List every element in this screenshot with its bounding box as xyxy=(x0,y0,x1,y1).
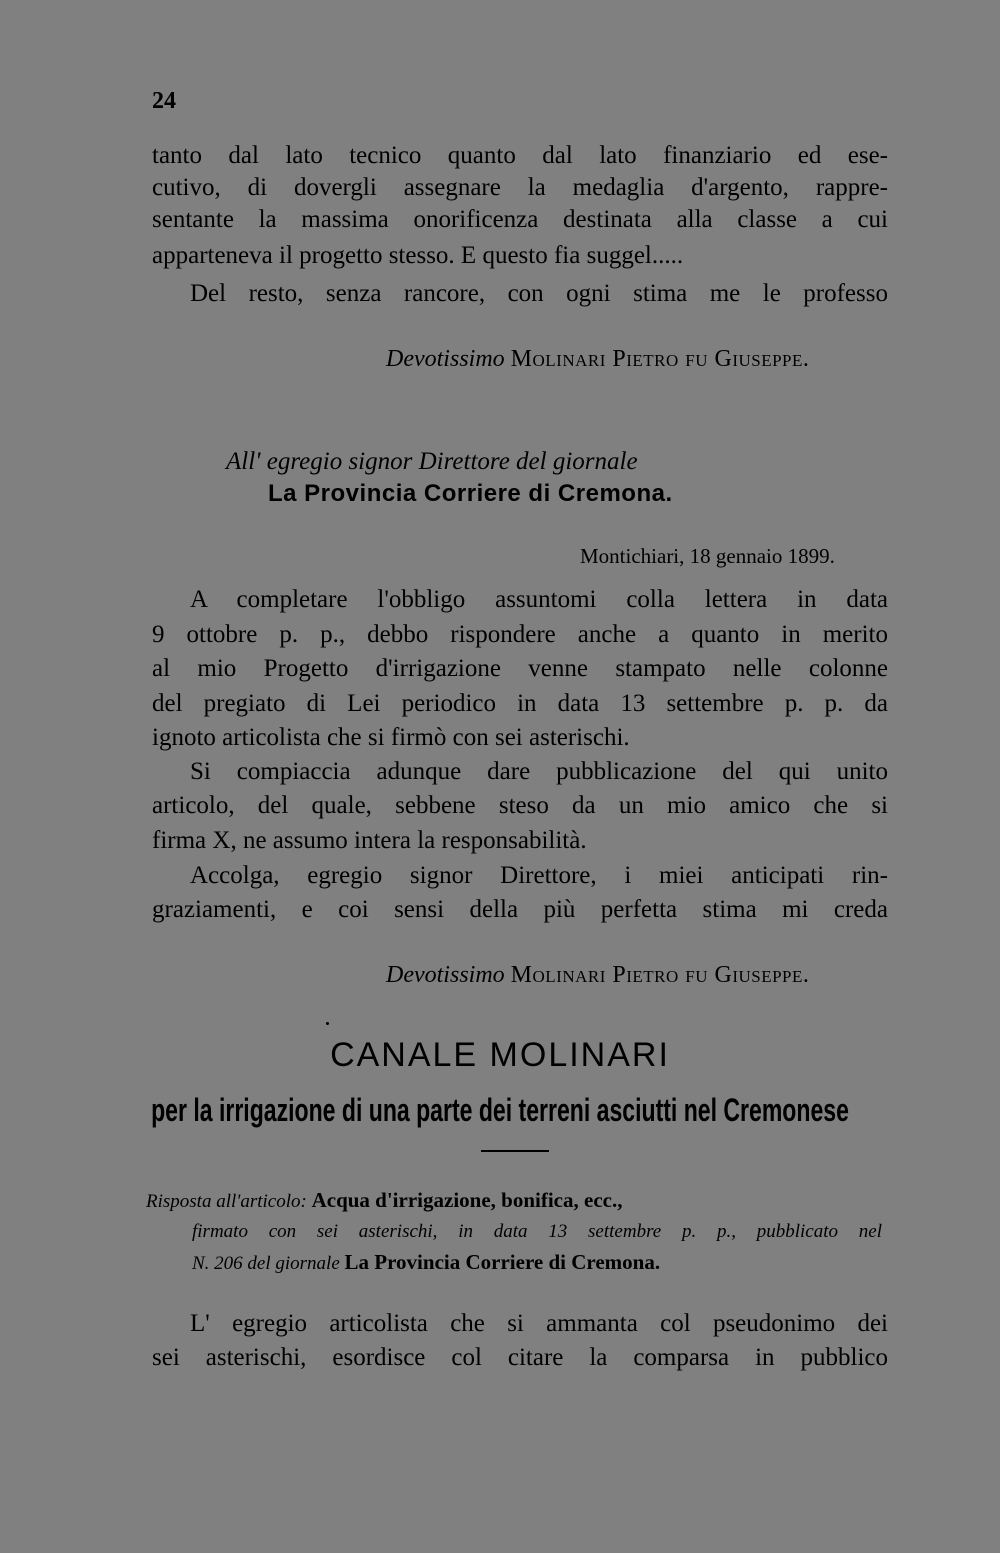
signature-2-prefix: Devotissimo xyxy=(386,962,505,988)
reference-line-2 xyxy=(192,1218,882,1246)
letter2-line: del pregiato di Lei periodico in data 13 settembre p. p. da xyxy=(152,690,888,717)
letter1-line: sentante la massima onorificenza destinata alla classe a cui xyxy=(152,206,888,233)
page-number: 24 xyxy=(152,88,176,114)
reference-article-title: Acqua d'irrigazione, bonifica, ecc., xyxy=(311,1188,623,1212)
letter2-line: graziamenti, e coi sensi della più perfetta stima mi creda xyxy=(152,896,888,923)
letter1-line: cutivo, di dovergli assegnare la medaglia d'argento, rappre- xyxy=(152,174,888,201)
reference-line-1 xyxy=(146,1186,622,1216)
letter2-line: articolo, del quale, sebbene steso da un mio amico che si xyxy=(152,792,888,819)
article-line: sei asterischi, esordisce col citare la comparsa in pubblico xyxy=(152,1344,888,1371)
letter2-line: A completare l'obbligo assuntomi colla lettera in data xyxy=(190,586,888,613)
signature-2-name: Molinari Pietro fu Giuseppe. xyxy=(510,962,810,988)
title-rule xyxy=(481,1150,549,1152)
letter2-line: 9 ottobre p. p., debbo rispondere anche a quanto in merito xyxy=(152,621,888,648)
date-line: Montichiari, 18 gennaio 1899. xyxy=(580,544,835,568)
reference-label: Risposta all'articolo: xyxy=(146,1191,307,1212)
signature-2 xyxy=(386,962,809,989)
signature-1-name: Molinari Pietro fu Giuseppe. xyxy=(510,346,810,372)
article-subtitle: per la irrigazione di una parte dei terreni asciutti nel Cremonese xyxy=(151,1092,849,1128)
article-line: L' egregio articolista che si ammanta col pseudonimo dei xyxy=(190,1310,888,1337)
stray-dot xyxy=(326,1022,329,1025)
letter2-line: Si compiaccia adunque dare pubblicazione del qui unito xyxy=(190,758,888,785)
address-line-1: All' egregio signor Direttore del giornale xyxy=(226,448,638,475)
reference-issue: N. 206 del giornale xyxy=(192,1253,340,1274)
address-line-2: La Provincia Corriere di Cremona. xyxy=(268,480,673,507)
reference-line-3 xyxy=(192,1248,660,1278)
letter2-line: ignoto articolista che si firmò con sei asterischi. xyxy=(152,724,630,751)
letter1-line: tanto dal lato tecnico quanto dal lato finanziario ed ese- xyxy=(152,142,888,169)
signature-1-prefix: Devotissimo xyxy=(386,346,505,372)
reference-line-2-text: firmato con sei asterischi, in data 13 settembre p. p., pubblicato nel xyxy=(192,1221,882,1242)
letter2-line: Accolga, egregio signor Direttore, i miei anticipati rin- xyxy=(190,862,888,889)
signature-1 xyxy=(386,346,809,373)
letter2-line: firma X, ne assumo intera la responsabilità. xyxy=(152,827,587,854)
letter1-line: apparteneva il progetto stesso. E questo fia suggel..... xyxy=(152,242,684,269)
letter1-line: Del resto, senza rancore, con ogni stima me le professo xyxy=(190,280,888,307)
reference-newspaper: La Provincia Corriere di Cremona. xyxy=(344,1250,661,1274)
article-title: CANALE MOLINARI xyxy=(330,1036,670,1074)
letter2-line: al mio Progetto d'irrigazione venne stampato nelle colonne xyxy=(152,655,888,682)
